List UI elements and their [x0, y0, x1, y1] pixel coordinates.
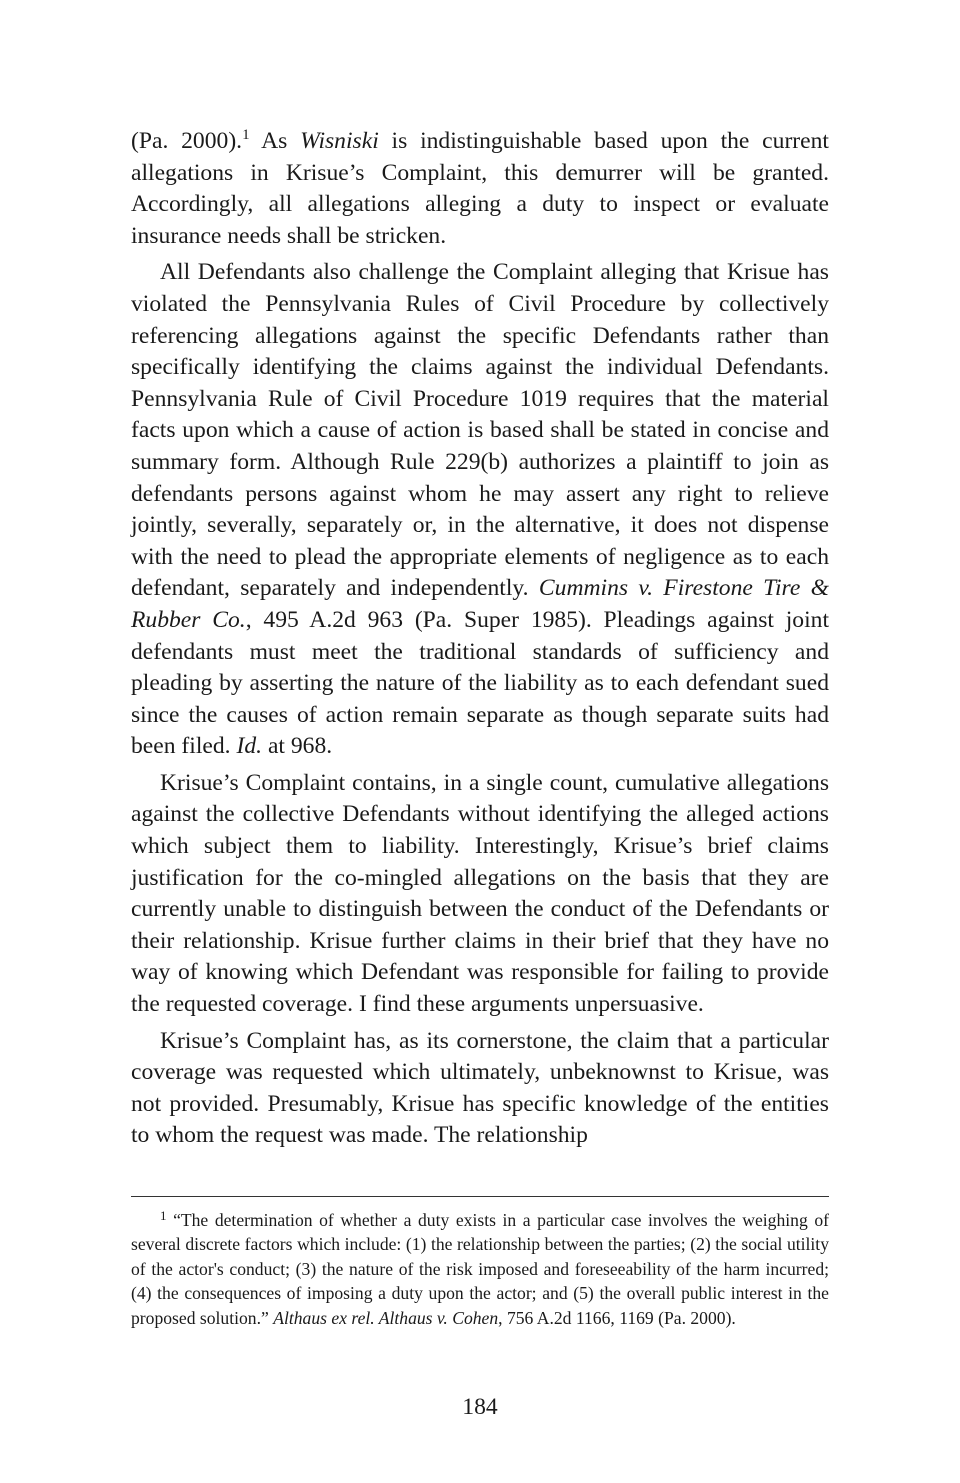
paragraph-4: Krisue’s Complaint has, as its cornerstone, the claim that a particular coverage was requested which ultimately, unbeknownst to Krisue, was not provided. Presumably, Krisue has specific knowledge of the entities to whom the request was made. The relationship — [131, 1027, 829, 1149]
paragraph-2 — [131, 257, 829, 763]
footnote-case-name: Althaus ex rel. Althaus v. Cohen — [273, 1307, 499, 1328]
case-name-cummins: Cummins v. Firestone Tire & Rubber Co. — [131, 575, 829, 633]
paragraph-1 — [131, 126, 829, 252]
footnote-text: “The determination of whether a duty exists in a particular case involves the weighing of several discrete factors which include: (1) the relationship between the parties; (2) the social utility of the actor's conduct; (3) the nature of the risk imposed and foreseeability of the harm incurred; (4) the consequences of imposing a duty upon the actor; and (5) the overall public interest in the proposed solution.” — [131, 1210, 829, 1328]
citation-id: Id. — [236, 733, 263, 760]
paragraph-1-text-a: (Pa. 2000). — [131, 128, 243, 154]
page-number: 184 — [462, 1394, 498, 1420]
body-text — [131, 126, 829, 1152]
page-body — [131, 126, 829, 1157]
case-name-wisniski: Wisniski — [300, 128, 379, 154]
paragraph-3: Krisue’s Complaint contains, in a single count, cumulative allegations against the collective Defendants without identifying the alleged actions which subject them to liability. Interestingly, Krisue’s brief claims justification for the co-mingled allegations on the basis that they are currently unable to distinguish between the conduct of the Defendants or their relationship. Krisue further claims in their brief that they have no way of knowing which Defendant was responsible for failing to provide the requested coverage. I find these arguments unpersuasive. — [131, 769, 829, 1018]
paragraph-2-text-c: at 968. — [262, 733, 333, 760]
paragraph-1-text-c: is indistinguishable based upon the current allegations in Krisue’s Complaint, this demurrer will be granted. Accordingly, all allegations alleging a duty to inspect or evaluate insurance needs shall be stricken. — [131, 128, 829, 249]
footnote-divider — [131, 1196, 829, 1197]
paragraph-1-text-b: As — [249, 128, 301, 154]
footnote-number: 1 — [160, 1208, 167, 1223]
footnote-citation: , 756 A.2d 1166, 1169 (Pa. 2000). — [498, 1307, 736, 1328]
paragraph-2-text-a: All Defendants also challenge the Complaint alleging that Krisue has violated the Pennsylvania Rules of Civil Procedure by collectively referencing allegations against the specific Defendants rather than specifically identifying the claims against the individual Defendants. Pennsylvania Rule of Civil Procedure 1019 requires that the material facts upon which a cause of action is based shall be stated in concise and summary form. Although Rule 229(b) authorizes a plaintiff to join as defendants persons against whom he may assert any right to relieve jointly, severally, separately or, in the alternative, it does not dispense with the need to plead the appropriate elements of negligence as to each defendant, separately and independently. — [131, 259, 829, 602]
paragraph-2-text-b: , 495 A.2d 963 (Pa. Super 1985). Pleadings against joint defendants must meet the traditional standards of sufficiency and pleading by asserting the nature of the liability as to each defendant sued since the causes of action remain separate as though separate suits had been filed. — [131, 606, 829, 760]
footnote-reference: 1 — [242, 127, 250, 143]
footnote — [131, 1208, 829, 1330]
